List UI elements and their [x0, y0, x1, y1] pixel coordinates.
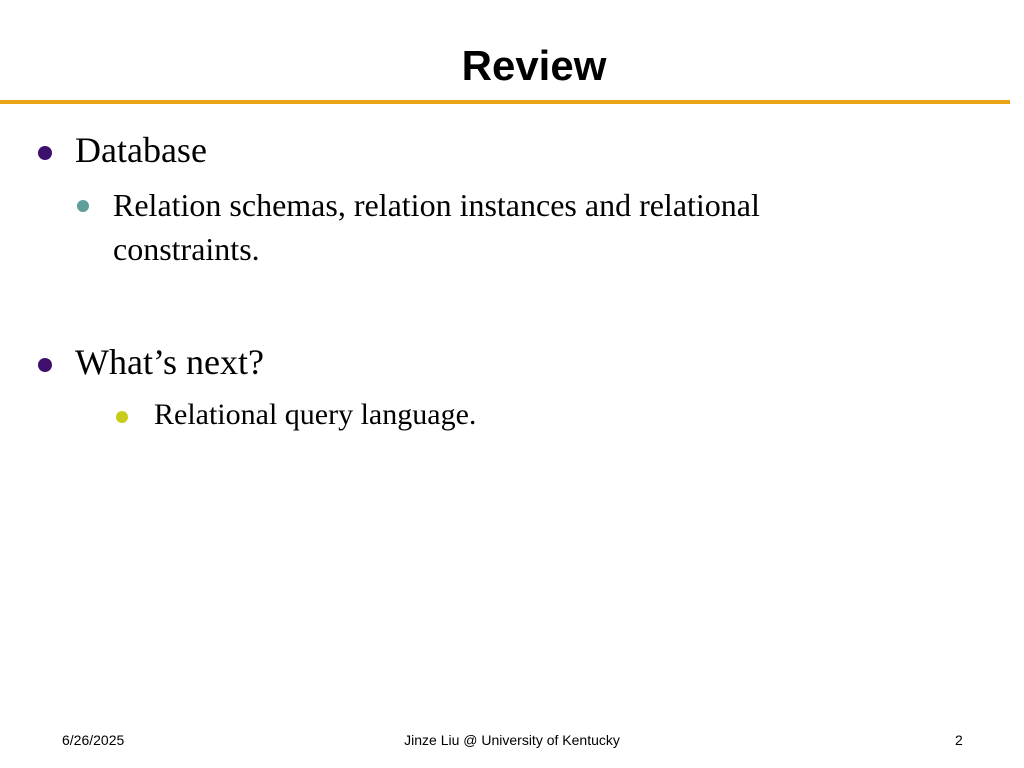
bullet-dot-icon	[38, 358, 52, 372]
sub-bullet-relation-line1: Relation schemas, relation instances and relational	[113, 187, 760, 223]
slide-title: Review	[461, 42, 607, 89]
footer-author: Jinze Liu @ University of Kentucky	[404, 732, 620, 748]
sub-bullet-relation-line2: constraints.	[113, 231, 260, 267]
sub-bullet-dot-icon	[77, 200, 89, 212]
bullet-dot-icon	[38, 146, 52, 160]
bullet-database: Database	[75, 130, 207, 170]
sub-bullet-relational-query: Relational query language.	[154, 398, 477, 431]
sub-bullet-dot-icon	[116, 411, 128, 423]
footer-date: 6/26/2025	[62, 732, 125, 748]
title-underline	[0, 100, 1010, 104]
footer-page-number: 2	[955, 732, 963, 748]
bullet-whats-next: What’s next?	[75, 342, 264, 382]
